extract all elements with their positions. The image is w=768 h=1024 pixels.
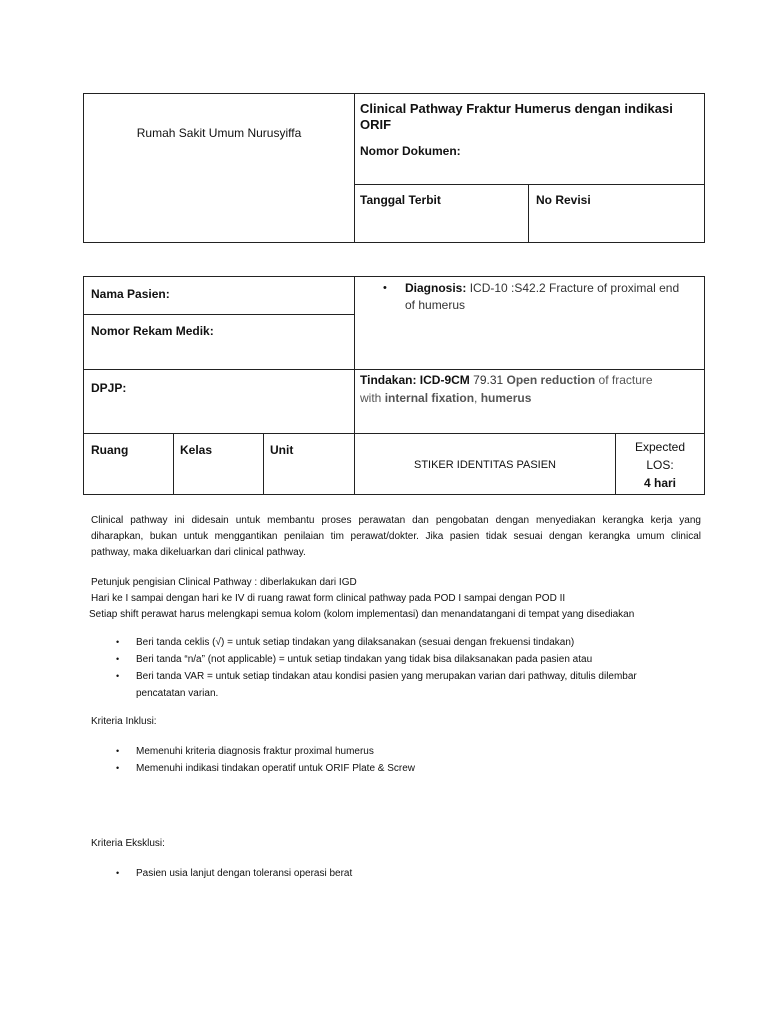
patient-row-divider-1 <box>83 314 354 315</box>
list-item-continuation: pencatatan varian. <box>136 688 219 699</box>
list-item-text: Beri tanda ceklis (√) = untuk setiap tindakan yang dilaksanakan (sesuai dengan frekuensi tindakan) <box>136 637 575 648</box>
document-number-label: Nomor Dokumen: <box>360 144 461 158</box>
bullet-dot: • <box>116 637 120 647</box>
list-item-text: Memenuhi kriteria diagnosis fraktur proximal humerus <box>136 746 374 757</box>
patient-sticker-label: STIKER IDENTITAS PASIEN <box>413 459 556 471</box>
intro-line-2: diharapkan, bukan untuk menggantikan penilaian tim perawat/dokter. Jika pasien tidak sesuai dengan kerangka umum clinical <box>91 531 701 542</box>
patient-row-divider-2 <box>83 369 705 370</box>
diagnosis-bullet: • <box>383 282 387 294</box>
list-item-text: Beri tanda “n/a” (not applicable) = untuk setiap tindakan yang tidak bisa dilaksanakan pada pasien atau <box>136 654 593 665</box>
diagnosis-value-cont: of humerus <box>405 298 466 312</box>
medical-record-label: Nomor Rekam Medik: <box>91 324 214 338</box>
expected-los-value: 4 hari <box>643 476 676 490</box>
procedure-block <box>360 371 702 407</box>
procedure-code: 79.31 <box>473 373 504 387</box>
expected-los <box>616 438 704 492</box>
patient-name-label: Nama Pasien: <box>91 287 170 301</box>
bullet-dot: • <box>116 746 120 756</box>
pathway-title: Clinical Pathway Fraktur Humerus dengan indikasi ORIF <box>360 101 673 132</box>
list-item-text: Beri tanda VAR = untuk setiap tindakan atau kondisi pasien yang merupakan varian dari pathway, ditulis dilembar <box>136 671 637 682</box>
procedure-term-open-reduction: Open reduction <box>506 373 596 387</box>
procedure-term-internal-fixation: internal fixation <box>384 391 475 405</box>
list-item-text: Pasien usia lanjut dengan toleransi operasi berat <box>136 868 353 879</box>
diagnosis-block <box>405 280 703 314</box>
dpjp-label: DPJP: <box>91 381 127 395</box>
issue-date-label: Tanggal Terbit <box>360 193 441 207</box>
diagnosis-value: ICD-10 :S42.2 Fracture of proximal end <box>469 281 680 295</box>
room-class-divider <box>173 433 174 495</box>
class-label: Kelas <box>180 443 213 457</box>
header-table-divider <box>354 93 355 243</box>
procedure-label: Tindakan: ICD-9CM <box>360 373 470 387</box>
list-item-text: Memenuhi indikasi tindakan operatif untuk ORIF Plate & Screw <box>136 763 416 774</box>
class-unit-divider <box>263 433 264 495</box>
procedure-term-with: with <box>360 391 382 405</box>
unit-label: Unit <box>270 443 294 457</box>
hospital-name: Rumah Sakit Umum Nurusyiffa <box>136 126 302 140</box>
instructions-line-2: Hari ke I sampai dengan hari ke IV di ruang rawat form clinical pathway pada POD I sampai dengan POD II <box>91 593 566 604</box>
bullet-dot: • <box>116 654 120 664</box>
instructions <box>91 575 711 623</box>
intro-line-3: pathway, maka dikeluarkan dari clinical pathway. <box>91 547 306 558</box>
expected-los-line2: LOS: <box>646 458 674 472</box>
instructions-line-1: Petunjuk pengisian Clinical Pathway : diberlakukan dari IGD <box>91 577 357 588</box>
header-table-divider-right <box>528 184 529 243</box>
procedure-comma: , <box>474 391 478 405</box>
exclusion-title: Kriteria Eksklusi: <box>91 838 165 849</box>
diagnosis-label: Diagnosis: <box>405 281 467 295</box>
bullet-dot: • <box>116 763 120 773</box>
bullet-dot: • <box>116 868 120 878</box>
revision-label: No Revisi <box>536 193 591 207</box>
patient-row-divider-3 <box>83 433 705 434</box>
procedure-term-of-fracture: of fracture <box>598 373 653 387</box>
instructions-line-3: Setiap shift perawat harus melengkapi semua kolom (kolom implementasi) dan menandatangani di tempat yang disediakan <box>89 609 635 620</box>
procedure-term-humerus: humerus <box>480 391 532 405</box>
intro-paragraph <box>91 513 701 561</box>
intro-line-1: Clinical pathway ini didesain untuk membantu proses perawatan dan pengobatan dengan menyediakan kerangka kerja yang <box>91 515 701 526</box>
room-label: Ruang <box>91 443 129 457</box>
expected-los-line1: Expected <box>634 440 686 454</box>
bullet-dot: • <box>116 671 120 681</box>
header-table-row-divider <box>354 184 705 185</box>
inclusion-title: Kriteria Inklusi: <box>91 716 157 727</box>
